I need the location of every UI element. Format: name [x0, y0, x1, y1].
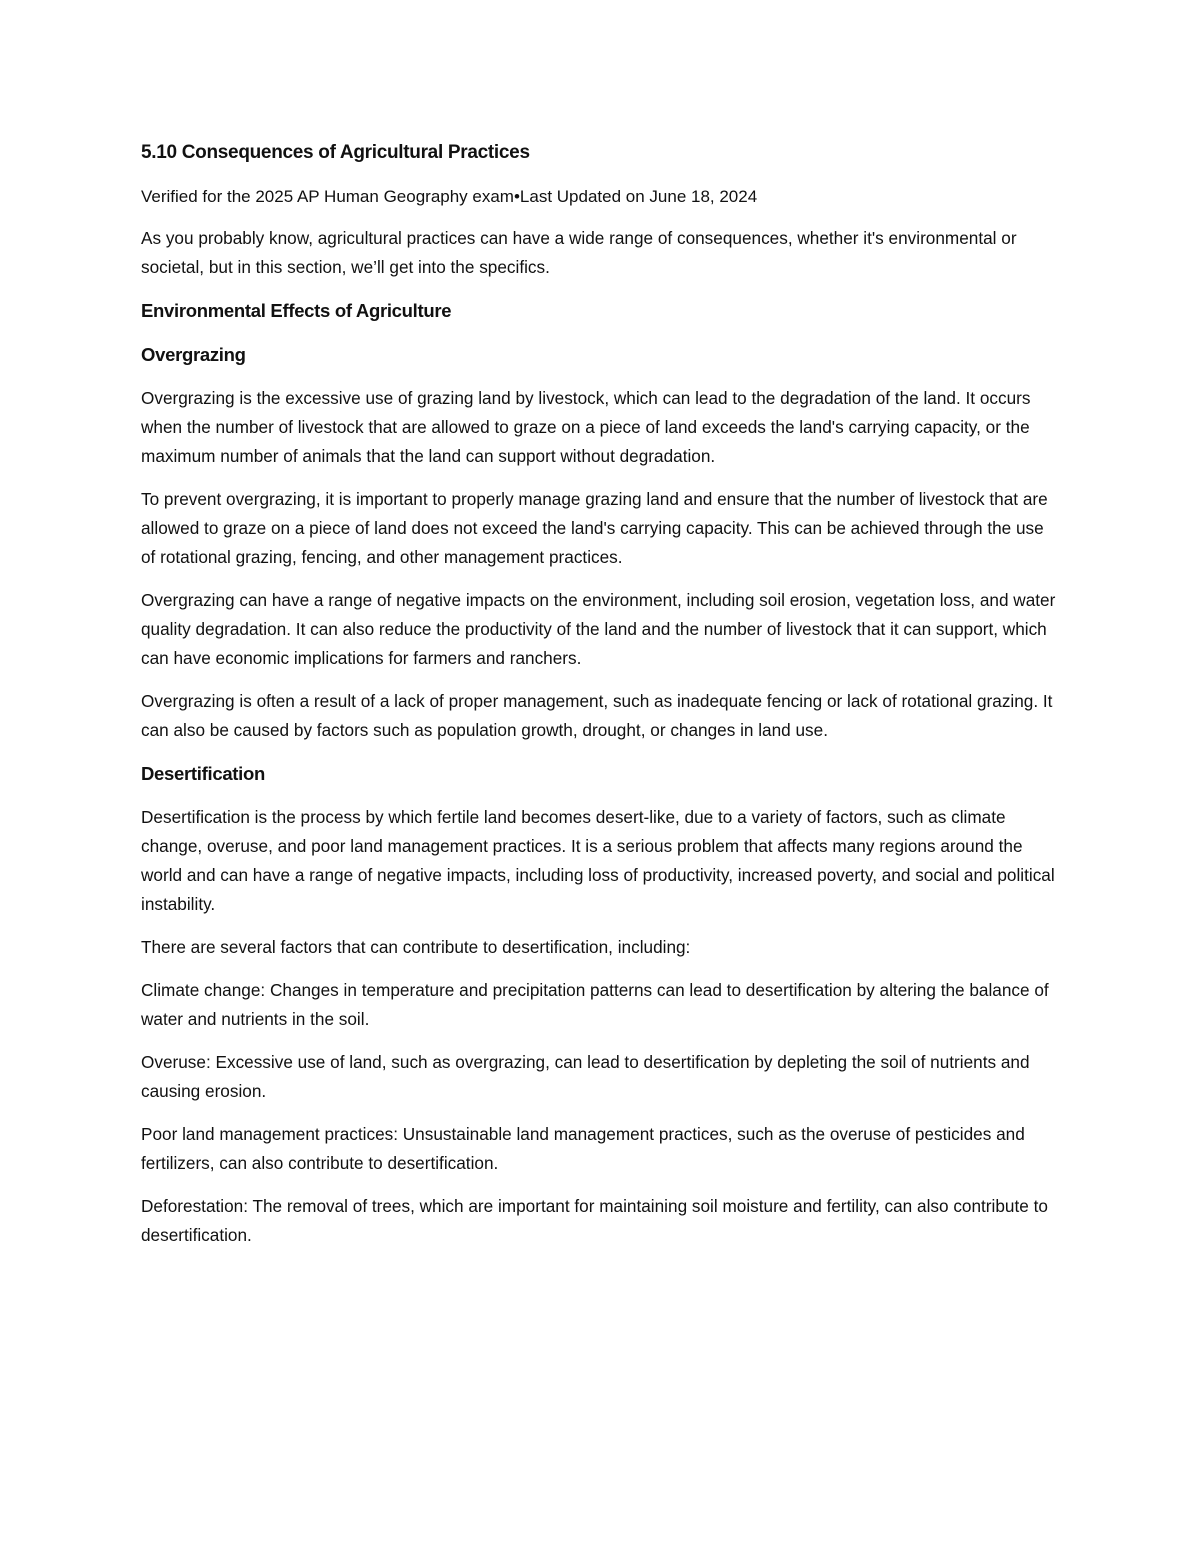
desertification-factor-poor-land-management: Poor land management practices: Unsustainable land management practices, such as the overuse of pesticides and fertilizers, can also contribute to desertification.: [141, 1124, 1025, 1173]
desertification-factor-overuse: Overuse: Excessive use of land, such as overgrazing, can lead to desertification by depleting the soil of nutrients and causing erosion.: [141, 1052, 1030, 1101]
intro-paragraph: As you probably know, agricultural practices can have a wide range of consequences, whether it's environmental or societal, but in this section, we’ll get into the specifics.: [141, 228, 1017, 277]
section-heading-environmental-effects: Environmental Effects of Agriculture: [141, 300, 452, 321]
desertification-paragraph-2: There are several factors that can contribute to desertification, including:: [141, 937, 691, 957]
overgrazing-paragraph-1: Overgrazing is the excessive use of grazing land by livestock, which can lead to the degradation of the land. It occurs when the number of livestock that are allowed to graze on a piece of land exceeds the land's carrying capacity, or the maximum number of animals that the land can support without degradation.: [141, 388, 1031, 466]
overgrazing-paragraph-4: Overgrazing is often a result of a lack of proper management, such as inadequate fencing or lack of rotational grazing. It can also be caused by factors such as population growth, drought, or changes in land use.: [141, 691, 1053, 740]
desertification-factor-deforestation: Deforestation: The removal of trees, which are important for maintaining soil moisture and fertility, can also contribute to desertification.: [141, 1196, 1048, 1245]
desertification-paragraph-1: Desertification is the process by which fertile land becomes desert-like, due to a variety of factors, such as climate change, overuse, and poor land management practices. It is a serious problem that affects many regions around the world and can have a range of negative impacts, including loss of productivity, increased poverty, and social and political instability.: [141, 807, 1055, 914]
document-title: 5.10 Consequences of Agricultural Practices: [141, 142, 530, 163]
overgrazing-paragraph-3: Overgrazing can have a range of negative impacts on the environment, including soil erosion, vegetation loss, and water quality degradation. It can also reduce the productivity of the land and the number of livestock that it can support, which can have economic implications for farmers and ranchers.: [141, 590, 1056, 668]
document-page: [141, 138, 1061, 1264]
subsection-heading-overgrazing: Overgrazing: [141, 344, 246, 365]
desertification-factor-climate-change: Climate change: Changes in temperature and precipitation patterns can lead to desertification by altering the balance of water and nutrients in the soil.: [141, 980, 1049, 1029]
document-meta: Verified for the 2025 AP Human Geography exam•Last Updated on June 18, 2024: [141, 187, 758, 206]
overgrazing-paragraph-2: To prevent overgrazing, it is important to properly manage grazing land and ensure that the number of livestock that are allowed to graze on a piece of land does not exceed the land's carrying capacity. This can be achieved through the use of rotational grazing, fencing, and other management practices.: [141, 489, 1048, 567]
subsection-heading-desertification: Desertification: [141, 763, 266, 784]
